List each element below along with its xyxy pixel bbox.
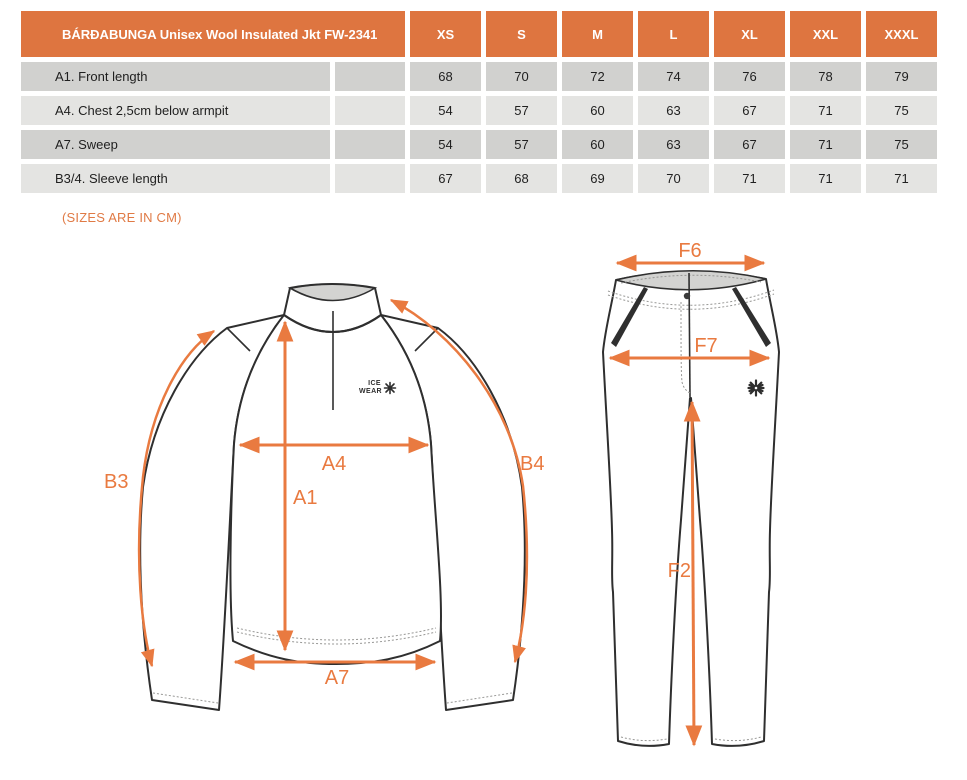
svg-text:WEAR: WEAR [359, 388, 382, 395]
size-value: 67 [410, 164, 481, 193]
row-label: A4. Chest 2,5cm below armpit [21, 96, 330, 125]
size-value: 67 [714, 96, 785, 125]
jacket-body [230, 315, 441, 664]
row-label: A7. Sweep [21, 130, 330, 159]
a7-label: A7 [324, 667, 350, 689]
row-label: B3/4. Sleeve length [21, 164, 330, 193]
size-column-header-xl: XL [714, 11, 785, 57]
units-note: (SIZES ARE IN CM) [62, 210, 182, 225]
size-value: 67 [714, 130, 785, 159]
b3-label: B3 [104, 471, 129, 493]
size-value: 72 [562, 62, 633, 91]
size-value: 54 [410, 130, 481, 159]
f2-label: F2 [667, 560, 691, 582]
size-column-header-m: M [562, 11, 633, 57]
size-value: 60 [562, 130, 633, 159]
size-value: 71 [790, 130, 861, 159]
pants-fly-seam [689, 273, 690, 397]
size-value: 54 [410, 96, 481, 125]
pants-diagram [603, 240, 779, 746]
size-value: 71 [714, 164, 785, 193]
snowflake-icon [749, 381, 764, 396]
size-value: 71 [790, 164, 861, 193]
size-column-header-xxxl: XXXL [866, 11, 937, 57]
size-value: 57 [486, 130, 557, 159]
pants-body [603, 272, 779, 746]
size-value: 79 [866, 62, 937, 91]
size-value: 60 [562, 96, 633, 125]
a4-label: A4 [321, 453, 347, 475]
table-title: BÁRÐABUNGA Unisex Wool Insulated Jkt FW-2341 [21, 11, 405, 57]
f6-label: F6 [678, 240, 702, 262]
f7-label: F7 [694, 335, 718, 357]
a1-label: A1 [293, 487, 318, 509]
size-value: 76 [714, 62, 785, 91]
size-value: 68 [486, 164, 557, 193]
size-column-header-s: S [486, 11, 557, 57]
size-column-header-xxl: XXL [790, 11, 861, 57]
size-value: 70 [486, 62, 557, 91]
size-value: 63 [638, 96, 709, 125]
size-value: 69 [562, 164, 633, 193]
size-column-header-l: L [638, 11, 709, 57]
size-column-header-xs: XS [410, 11, 481, 57]
size-value: 71 [866, 164, 937, 193]
size-value: 78 [790, 62, 861, 91]
jacket-diagram [104, 284, 544, 710]
size-value: 75 [866, 130, 937, 159]
size-value: 75 [866, 96, 937, 125]
size-value: 74 [638, 62, 709, 91]
row-label: A1. Front length [21, 62, 330, 91]
svg-text:ICE: ICE [368, 380, 381, 387]
logo-snowflake-icon [385, 383, 396, 394]
f2-arrow [692, 402, 694, 745]
size-value: 70 [638, 164, 709, 193]
b4-label: B4 [520, 453, 545, 475]
size-value: 63 [638, 130, 709, 159]
size-value: 57 [486, 96, 557, 125]
size-value: 71 [790, 96, 861, 125]
waist-button [684, 293, 690, 299]
size-value: 68 [410, 62, 481, 91]
